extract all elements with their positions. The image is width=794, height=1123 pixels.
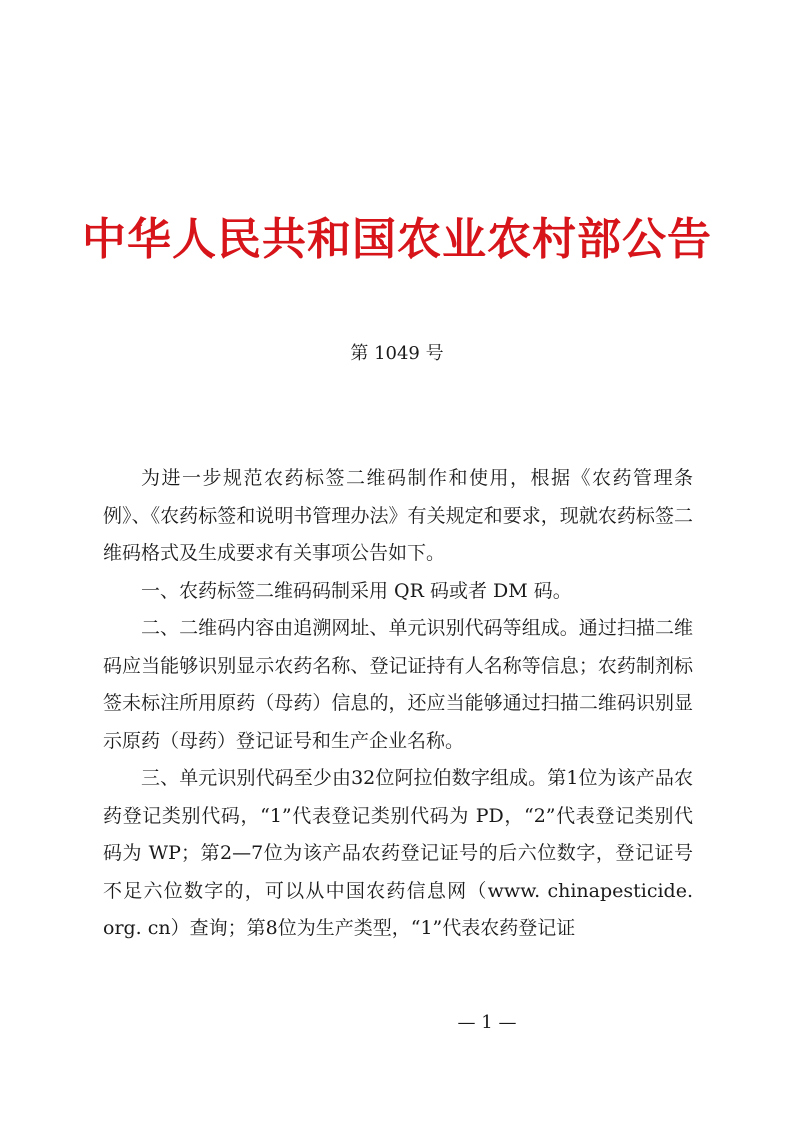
document-number: 第 1049 号 [350,343,444,364]
paragraph-item-1: 一、农药标签二维码码制采用 QR 码或者 DM 码。 [141,579,572,602]
document-title: 中华人民共和国农业农村部公告 [82,214,712,265]
paragraph-intro: 为进一步规范农药标签二维码制作和使用，根据《农药管理条例》、《农药标签和说明书管理办法》有关规定和要求，现就农药标签二维码格式及生成要求有关事项公告如下。 [103,467,693,564]
page-number: — 1 — [457,1012,517,1033]
document-body [103,460,693,948]
paragraph-item-3: 三、单元识别代码至少由32位阿拉伯数字组成。第1位为该产品农药登记类别代码，“1”代表登记类别代码为 PD，“2”代表登记类别代码为 WP；第2—7位为该产品农药登记证号的后六位数字，登记证号不足六位数字的，可以从中国农药信息网（www. chinapesticide. org. cn）查询；第8位为生产类型，“1”代表农药登记证 [103,767,693,939]
paragraph-item-2: 二、二维码内容由追溯网址、单元识别代码等组成。通过扫描二维码应当能够识别显示农药名称、登记证持有人名称等信息；农药制剂标签未标注所用原药（母药）信息的，还应当能够通过扫描二维码识别显示原药（母药）登记证号和生产企业名称。 [103,617,693,752]
